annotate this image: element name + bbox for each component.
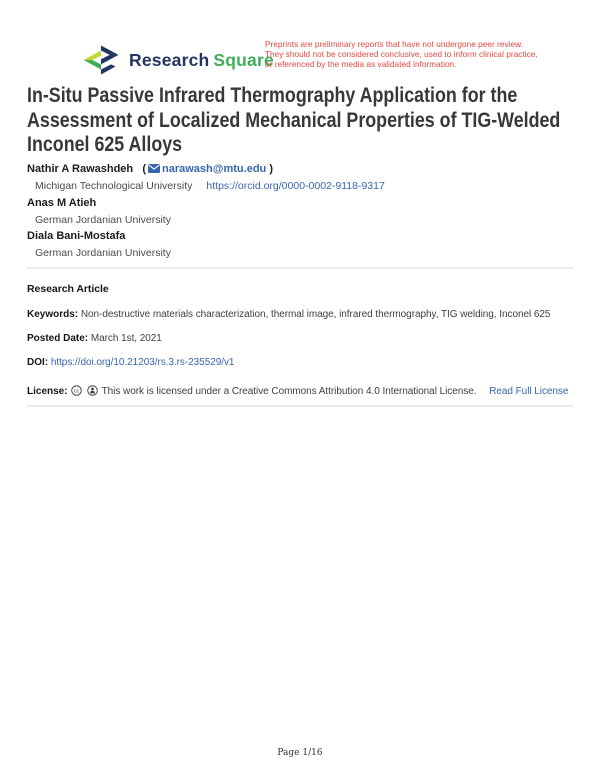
brand-secondary-text: Square — [213, 49, 274, 70]
section-divider — [27, 405, 573, 407]
research-square-logo-icon — [82, 44, 120, 76]
preprint-disclaimer — [265, 40, 557, 70]
research-square-logo[interactable] — [82, 44, 274, 76]
author-name-row — [27, 228, 573, 245]
author-affiliation: German Jordanian University — [35, 247, 171, 259]
author-email-link[interactable]: narawash@mtu.edu — [162, 163, 267, 175]
read-full-license-link[interactable]: Read Full License — [489, 386, 569, 397]
keywords-label: Keywords: — [27, 309, 79, 320]
svg-text:cc: cc — [74, 388, 80, 395]
author-affiliation-row — [27, 245, 573, 262]
cc-license-icon — [71, 385, 82, 396]
author-list — [27, 161, 573, 262]
keywords-value: Non-destructive materials characterization, thermal image, infrared thermography, TIG welding, Inconel 625 — [80, 309, 551, 320]
orcid-link[interactable]: https://orcid.org/0000-0002-9118-9317 — [206, 180, 385, 192]
disclaimer-line: Preprints are preliminary reports that have not undergone peer review. — [265, 40, 523, 49]
page-indicator: Page 1/16 — [277, 748, 323, 758]
posted-date-label: Posted Date: — [27, 333, 89, 344]
article-title: In-Situ Passive Infrared Thermography Application for the Assessment of Localized Mechanical Properties of TIG-Welded Inconel 625 Alloys — [27, 84, 561, 156]
brand-primary-text: Research — [129, 49, 210, 70]
disclaimer-line: or referenced by the media as validated information. — [265, 60, 457, 69]
author-affiliation-row — [27, 212, 573, 229]
author-name: Diala Bani-Mostafa — [27, 230, 126, 242]
author-affiliation-row — [27, 178, 573, 195]
research-square-wordmark — [129, 50, 274, 71]
author-name: Anas M Atieh — [27, 196, 97, 209]
section-divider — [27, 267, 573, 269]
author-name: Nathir A Rawashdeh — [27, 163, 134, 175]
doi-label: DOI: — [27, 357, 49, 368]
mail-icon — [148, 164, 160, 173]
author-name-row: Nathir A Rawashdeh ( narawash@mtu.edu ) — [27, 163, 273, 175]
license-text: This work is licensed under a Creative Commons Attribution 4.0 International License. — [101, 386, 477, 397]
license-row — [27, 385, 579, 397]
doi-link[interactable]: https://doi.org/10.21203/rs.3.rs-235529/v1 — [50, 357, 235, 368]
author-affiliation: German Jordanian University — [35, 213, 171, 226]
cc-by-person-icon — [87, 385, 98, 396]
article-type: Research Article — [27, 283, 109, 295]
author-name-row — [27, 195, 573, 212]
keywords-row — [27, 309, 579, 320]
disclaimer-line: They should not be considered conclusive, used to inform clinical practice, — [265, 50, 538, 59]
author-affiliation: Michigan Technological University — [35, 180, 193, 192]
posted-date-value: March 1st, 2021 — [90, 333, 162, 344]
doi-row — [27, 357, 579, 368]
posted-date-row — [27, 333, 579, 344]
license-label: License: — [27, 386, 68, 397]
